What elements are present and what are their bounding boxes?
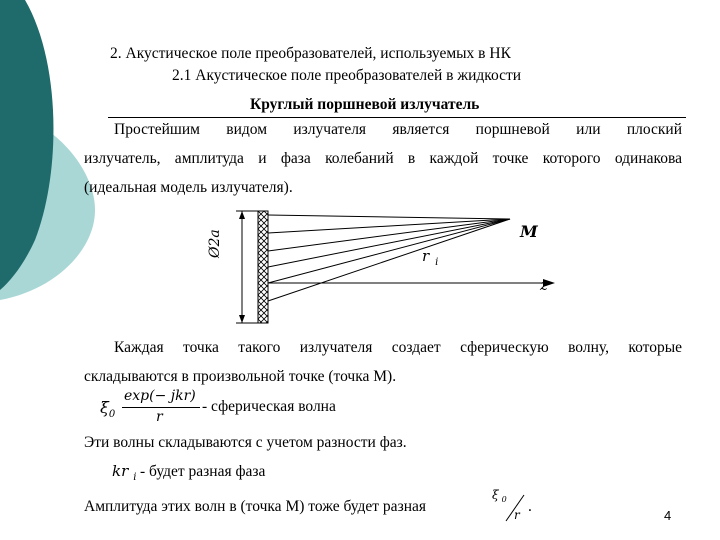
formula2-kr: kr $_i$ [112,462,137,483]
rays [268,215,510,301]
formula3-numerator: ξ $_0$ [492,488,507,505]
para1-line-1: Каждая точка такого излучателя создает сферическую волну, которые [114,339,682,356]
heading-rule [108,117,686,118]
section-title: 2. Акустическое поле преобразователей, используемых в НК [110,45,511,62]
side-decoration [0,0,120,540]
point-label: M [520,222,538,241]
distance-symbol: r [422,247,430,265]
formula1-denominator: r [156,409,163,425]
intro-line-1: Простейшим видом излучателя является поршневой или плоский [114,121,682,138]
para2: Эти волны складываются с учетом разности фаз. [84,434,407,451]
emitter-plate [258,211,268,323]
para3: Амплитуда этих волн в (точка М) тоже будет разная [84,498,426,515]
formula1-caption: - сферическая волна [202,398,336,415]
slide-heading: Круглый поршневой излучатель [250,96,480,113]
distance-label [422,247,438,272]
formula3-denominator: r [514,508,520,522]
formula1-numerator: exp(− jkr) [124,388,196,404]
piston-radiator-diagram [210,205,570,330]
formula-spherical-wave [100,388,360,428]
formula2-caption: - будет разная фаза [140,463,266,480]
distance-subscript: i [435,257,439,268]
diameter-label: Ø2a [207,229,223,258]
intro-line-2: излучатель, амплитуда и фаза колебаний в каждой точке которого одинакова [84,150,682,167]
formula3-period: . [528,498,532,515]
axis-label: z [540,276,548,294]
formula1-xi: $\xi_0$ [100,398,116,421]
intro-line-3: (идеальная модель излучателя). [84,179,293,196]
formula-amplitude [488,488,548,528]
formula1-bar [122,407,200,408]
para1-line-2: складываются в произвольной точке (точка М). [84,368,397,385]
page-number: 4 [664,508,672,523]
subsection-title: 2.1 Акустическое поле преобразователей в жидкости [172,67,522,84]
formula-phase [112,462,312,486]
